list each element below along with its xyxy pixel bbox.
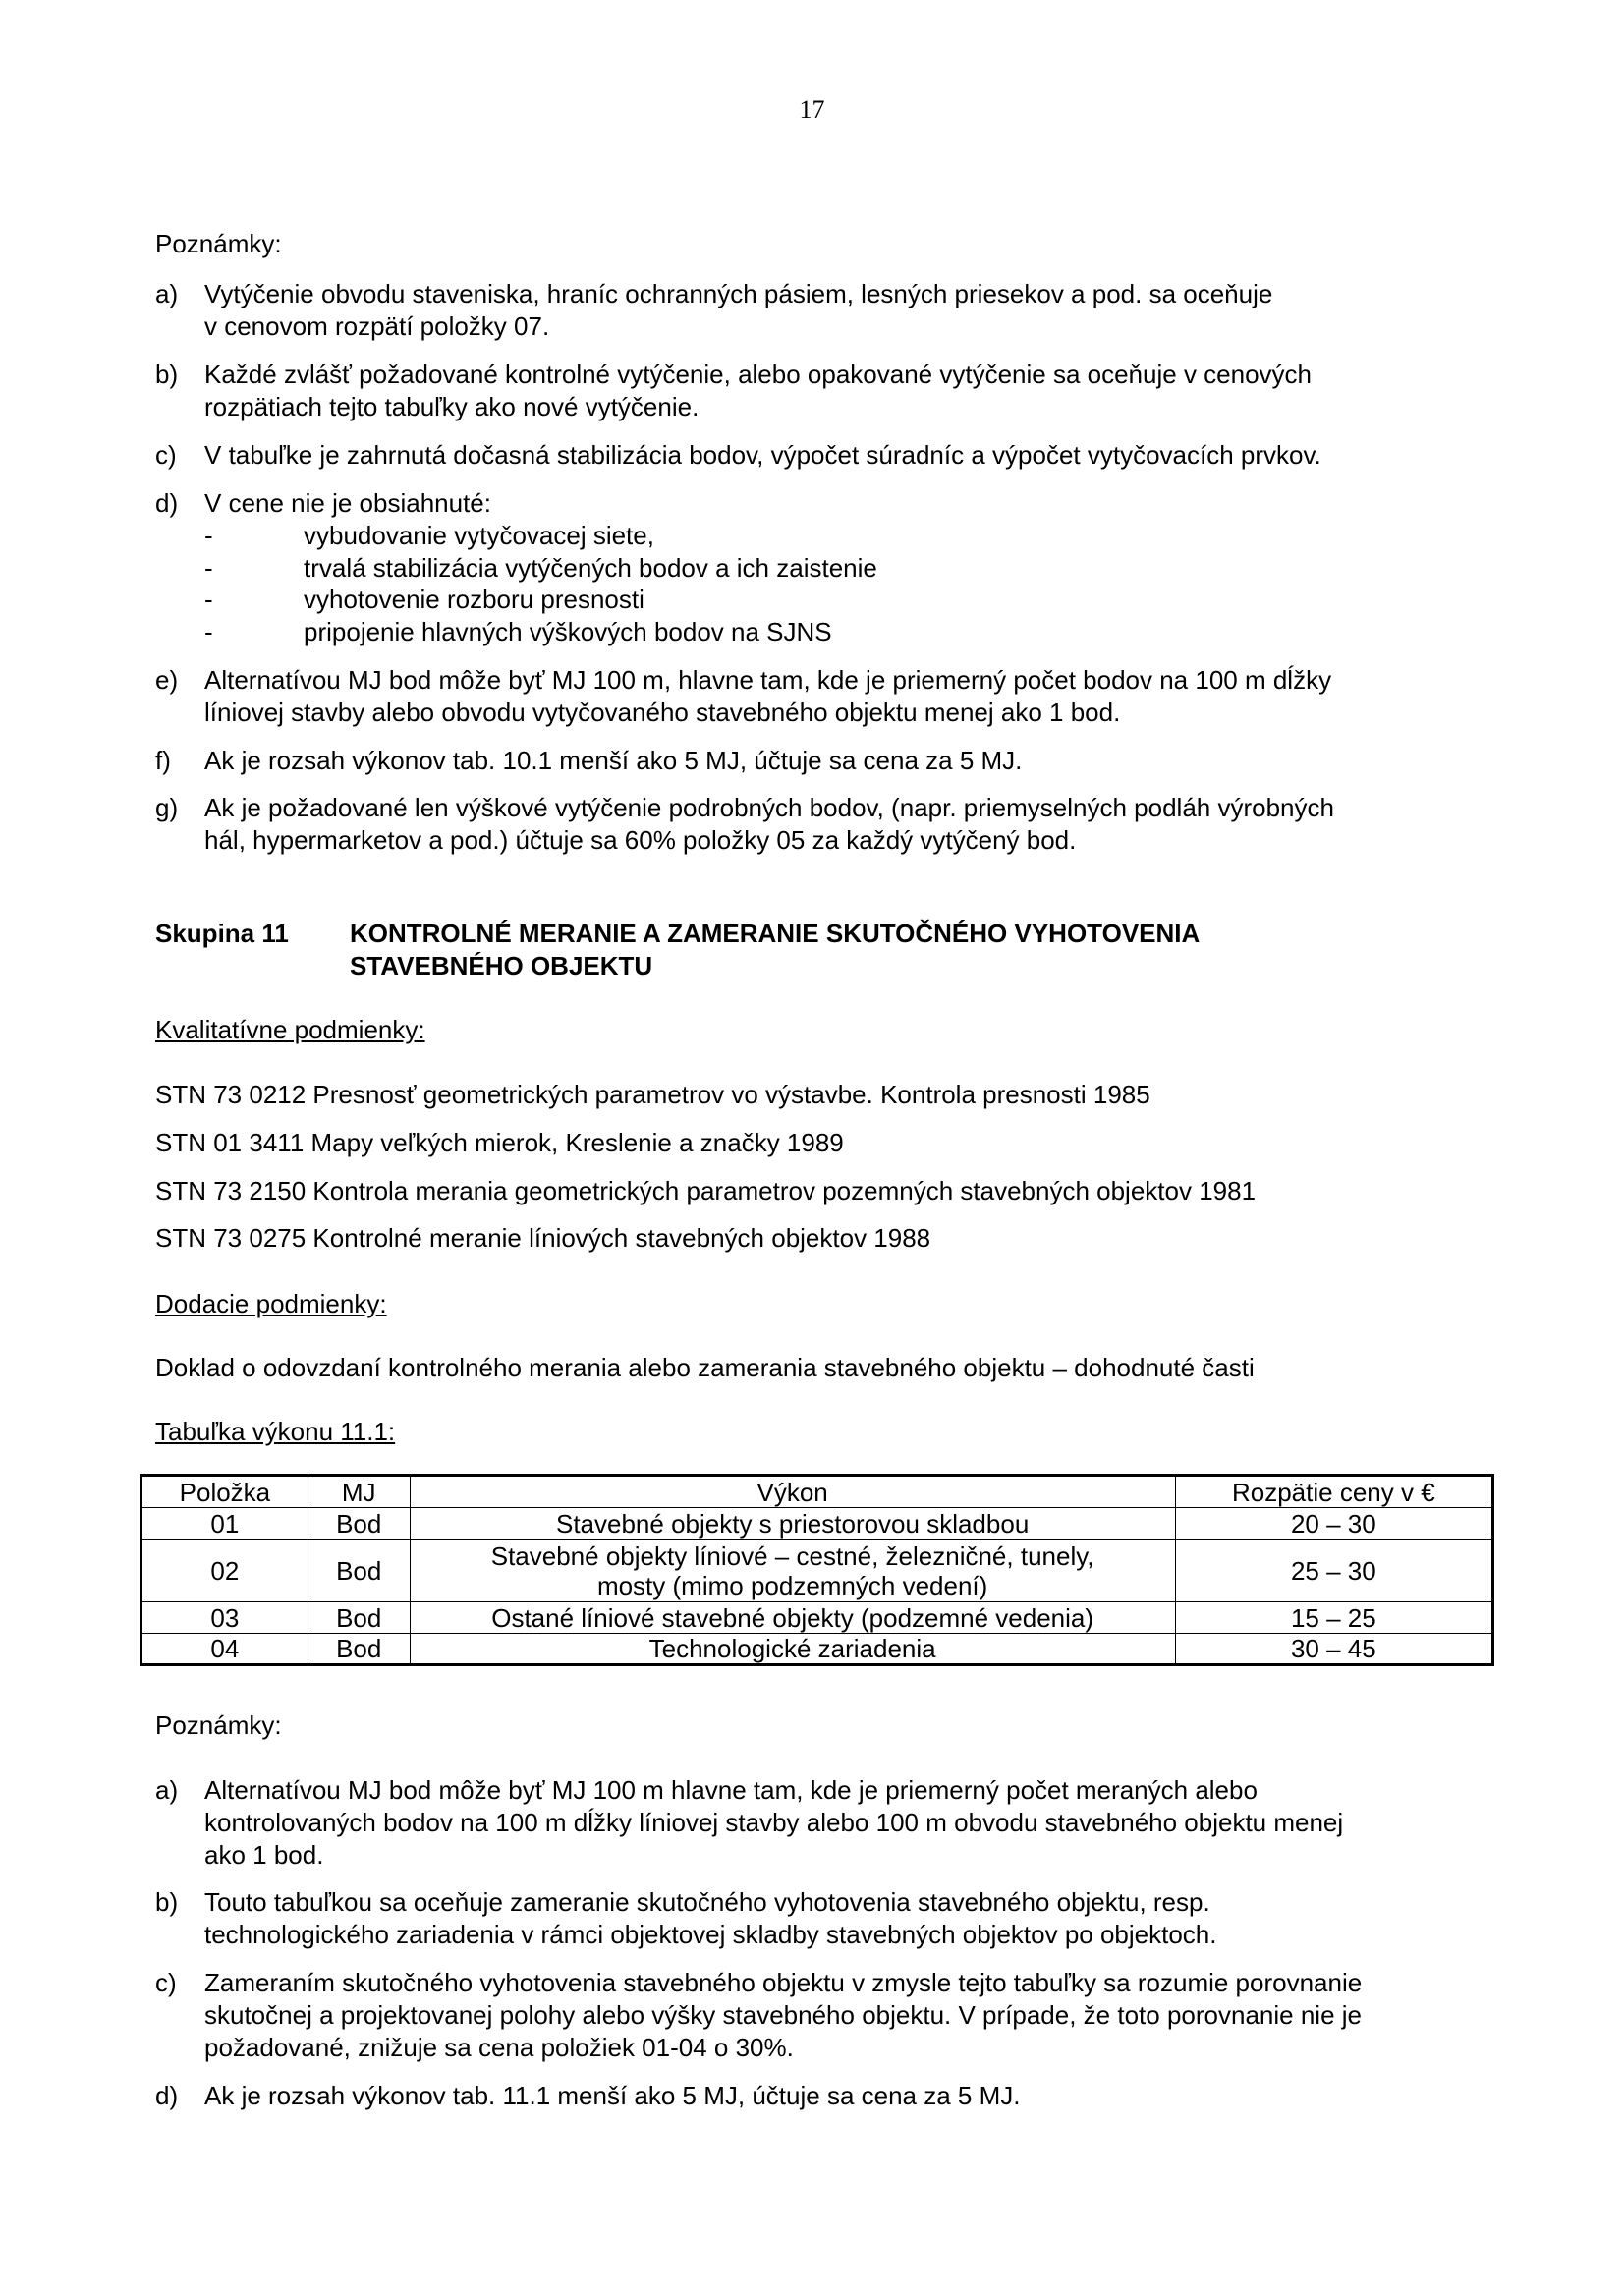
note-label: g) — [155, 793, 179, 822]
note-text — [204, 792, 1501, 857]
cell-line: Ostané líniové stavebné objekty (podzemné vedenia) — [491, 1602, 1094, 1633]
delivery-text: Doklad o odovzdaní kontrolného merania alebo zamerania stavebného objektu – dohodnuté časti — [155, 1353, 1255, 1382]
table-cell: Bod — [308, 1540, 410, 1602]
table-cell: Bod — [308, 1634, 410, 1665]
quality-heading: Kvalitatívne podmienky: — [155, 1015, 425, 1044]
page-number: 17 — [799, 95, 825, 124]
list-dash: - — [204, 553, 213, 583]
note-line: V cene nie je obsiahnuté: — [204, 488, 491, 518]
table-row — [141, 1602, 1493, 1634]
cell-line: Stavebné objekty líniové – cestné, železničné, tunely, — [490, 1540, 1094, 1571]
list-item: vyhotovenie rozboru presnosti — [304, 585, 644, 614]
table-cell: Bod — [308, 1602, 410, 1634]
table-cell — [410, 1540, 1175, 1602]
note-line: požadované, znižuje sa cena položiek 01-04 o 30%. — [204, 2033, 794, 2062]
table-cell: 20 – 30 — [1175, 1508, 1492, 1540]
note-line: líniovej stavby alebo obvodu vytyčovaného stavebného objektu menej ako 1 bod. — [204, 698, 1121, 727]
note-label: b) — [155, 1887, 179, 1917]
list-item: vybudovanie vytyčovacej siete, — [304, 521, 654, 550]
table-header-cell: MJ — [308, 1476, 410, 1508]
table-header-cell: Položka — [141, 1476, 308, 1508]
note-text — [204, 439, 1501, 472]
standard-item: STN 73 2150 Kontrola merania geometrických parametrov pozemných stavebných objektov 1981 — [155, 1176, 1257, 1205]
table-cell: 15 – 25 — [1175, 1602, 1492, 1634]
note-label: c) — [155, 1968, 177, 1997]
note-line: Ak je rozsah výkonov tab. 10.1 menší ako 5 MJ, účtuje sa cena za 5 MJ. — [204, 746, 1023, 775]
note-line: technologického zariadenia v rámci objektovej skladby stavebných objektov po objektoch. — [204, 1920, 1217, 1949]
note-line: Alternatívou MJ bod môže byť MJ 100 m hlavne tam, kde je priemerný počet meraných alebo — [204, 1775, 1258, 1805]
cell-line: Technologické zariadenia — [648, 1634, 936, 1663]
table-cell: 01 — [141, 1508, 308, 1540]
note-label: c) — [155, 440, 177, 470]
note-line: Alternatívou MJ bod môže byť MJ 100 m, hlavne tam, kde je priemerný počet bodov na 100 m dĺžky — [204, 665, 1332, 695]
notes-heading: Poznámky: — [155, 1710, 282, 1740]
note-text — [204, 1967, 1501, 2064]
note-label: f) — [155, 746, 171, 775]
note-line: skutočnej a projektovanej polohy alebo výšky stavebného objektu. V prípade, že toto porovnanie nie je — [204, 2000, 1362, 2030]
list-item: pripojenie hlavných výškových bodov na SJNS — [304, 617, 832, 646]
table-cell: 30 – 45 — [1175, 1634, 1492, 1665]
cell-line: Stavebné objekty s priestorovou skladbou — [555, 1508, 1030, 1539]
group-title-line: KONTROLNÉ MERANIE A ZAMERANIE SKUTOČNÉHO VYHOTOVENIA — [350, 919, 1201, 948]
note-text — [204, 278, 1501, 343]
note-line: ako 1 bod. — [204, 1840, 324, 1870]
note-line: hál, hypermarketov a pod.) účtuje sa 60% položky 05 za každý vytýčený bod. — [204, 825, 1077, 855]
note-line: kontrolovaných bodov na 100 m dĺžky líniovej stavby alebo 100 m obvodu stavebného objektu menej — [204, 1808, 1344, 1837]
note-line: v cenovom rozpätí položky 07. — [204, 311, 550, 341]
note-label: d) — [155, 488, 179, 518]
list-dash: - — [204, 585, 213, 614]
table-header-cell: Výkon — [410, 1476, 1175, 1508]
table-cell — [410, 1602, 1175, 1634]
table-row — [141, 1508, 1493, 1540]
group-label: Skupina 11 — [155, 919, 289, 948]
standard-item: STN 73 0212 Presnosť geometrických parametrov vo výstavbe. Kontrola presnosti 1985 — [155, 1080, 1150, 1109]
delivery-heading: Dodacie podmienky: — [155, 1289, 387, 1318]
table-cell: 03 — [141, 1602, 308, 1634]
note-line: Každé zvlášť požadované kontrolné vytýčenie, alebo opakované vytýčenie sa oceňuje v cenových — [204, 360, 1313, 389]
note-label: a) — [155, 279, 179, 308]
note-text — [204, 1886, 1501, 1951]
note-text — [204, 664, 1501, 729]
table-cell: 04 — [141, 1634, 308, 1665]
note-line: Ak je požadované len výškové vytýčenie podrobných bodov, (napr. priemyselných podláh výrobných — [204, 793, 1334, 822]
list-dash: - — [204, 617, 213, 646]
table-row — [141, 1540, 1493, 1602]
note-line: rozpätiach tejto tabuľky ako nové vytýčenie. — [204, 392, 700, 421]
note-text — [204, 2080, 1501, 2112]
cell-line: mosty (mimo podzemných vedení) — [596, 1570, 988, 1600]
notes-heading: Poznámky: — [155, 229, 282, 258]
list-dash: - — [204, 521, 213, 550]
table-header-cell: Rozpätie ceny v € — [1175, 1476, 1492, 1508]
group-title-line: STAVEBNÉHO OBJEKTU — [350, 951, 653, 980]
note-line: Ak je rozsah výkonov tab. 11.1 menší ako 5 MJ, účtuje sa cena za 5 MJ. — [204, 2081, 1021, 2110]
note-label: b) — [155, 360, 179, 389]
table-heading: Tabuľka výkonu 11.1: — [155, 1417, 396, 1446]
note-label: a) — [155, 1775, 179, 1805]
note-text — [204, 745, 1501, 777]
standard-item: STN 01 3411 Mapy veľkých mierok, Kreslenie a značky 1989 — [155, 1128, 844, 1157]
table-header-row — [141, 1476, 1493, 1508]
table-cell — [410, 1508, 1175, 1540]
note-line: Touto tabuľkou sa oceňuje zameranie skutočného vyhotovenia stavebného objektu, resp. — [204, 1887, 1210, 1917]
note-line: Vytýčenie obvodu staveniska, hraníc ochranných pásiem, lesných priesekov a pod. sa oceňuje — [204, 279, 1273, 308]
group-title — [350, 918, 1499, 982]
performance-table — [140, 1474, 1494, 1666]
table-cell: Bod — [308, 1508, 410, 1540]
table-row — [141, 1634, 1493, 1665]
note-line: Zameraním skutočného vyhotovenia stavebného objektu v zmysle tejto tabuľky sa rozumie porovnanie — [204, 1968, 1363, 1997]
note-line: V tabuľke je zahrnutá dočasná stabilizácia bodov, výpočet súradníc a výpočet vytyčovacích prvkov. — [204, 440, 1321, 470]
standard-item: STN 73 0275 Kontrolné meranie líniových stavebných objektov 1988 — [155, 1223, 931, 1253]
table-cell — [410, 1634, 1175, 1665]
note-text — [204, 359, 1501, 423]
note-label: d) — [155, 2081, 179, 2110]
note-label: e) — [155, 665, 179, 695]
table-cell: 02 — [141, 1540, 308, 1602]
note-text — [204, 1774, 1501, 1872]
table-cell: 25 – 30 — [1175, 1540, 1492, 1602]
note-text — [204, 487, 1501, 520]
list-item: trvalá stabilizácia vytýčených bodov a ich zaistenie — [304, 553, 877, 583]
